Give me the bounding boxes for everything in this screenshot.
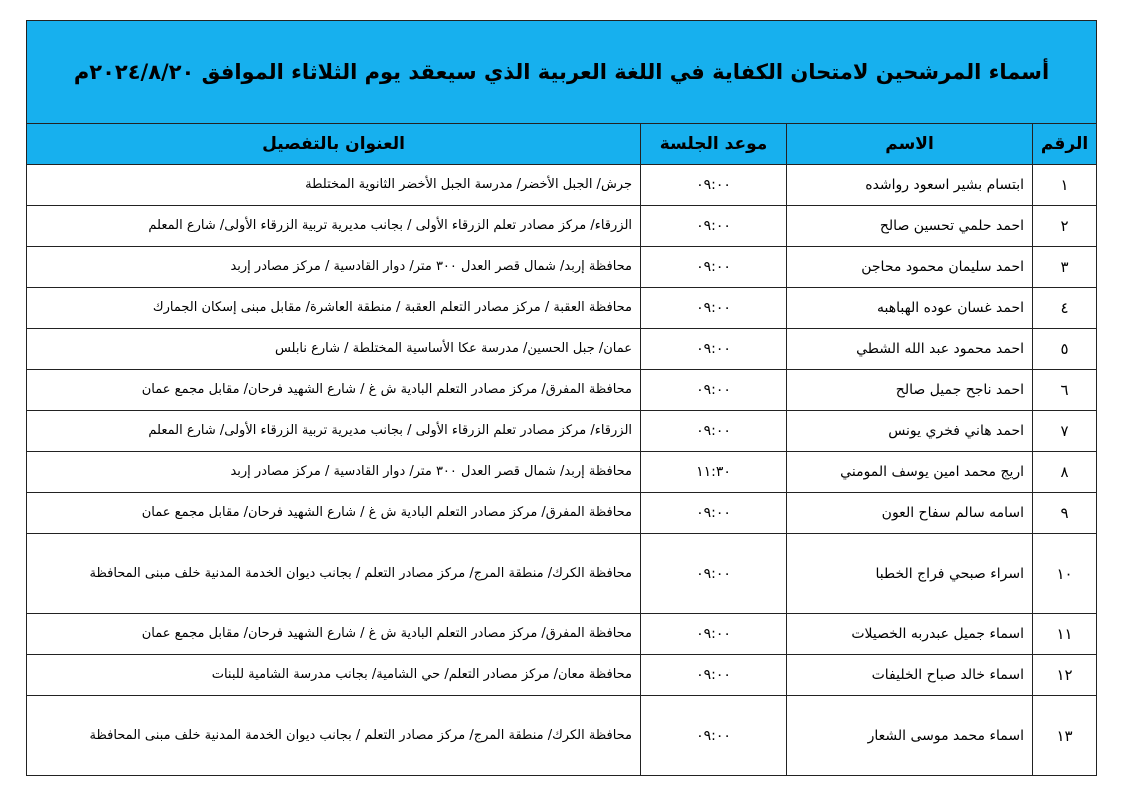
row-name: ابتسام بشير اسعود رواشده	[787, 165, 1033, 206]
row-name: اسامه سالم سفاح العون	[787, 493, 1033, 534]
row-session-time: ٠٩:٠٠	[641, 655, 787, 696]
row-name: احمد هاني فخري يونس	[787, 411, 1033, 452]
table-row	[27, 614, 1097, 655]
candidates-table	[26, 20, 1097, 776]
row-name: اريج محمد امين يوسف المومني	[787, 452, 1033, 493]
row-address: عمان/ جبل الحسين/ مدرسة عكا الأساسية المختلطة / شارع نابلس	[27, 329, 641, 370]
row-address: محافظة المفرق/ مركز مصادر التعلم البادية ش غ / شارع الشهيد فرحان/ مقابل مجمع عمان	[27, 614, 641, 655]
page-title: أسماء المرشحين لامتحان الكفاية في اللغة العربية الذي سيعقد يوم الثلاثاء الموافق ٢٠٢٤/٨/٢٠م	[27, 21, 1097, 124]
table-row	[27, 411, 1097, 452]
row-address: محافظة العقبة / مركز مصادر التعلم العقبة / منطقة العاشرة/ مقابل مبنى إسكان الجمارك	[27, 288, 641, 329]
row-number: ٢	[1033, 206, 1097, 247]
row-address: محافظة الكرك/ منطقة المرج/ مركز مصادر التعلم / بجانب ديوان الخدمة المدنية خلف مبنى المحافظة	[27, 696, 641, 776]
row-number: ١٣	[1033, 696, 1097, 776]
table-row	[27, 329, 1097, 370]
row-address: محافظة إربد/ شمال قصر العدل ٣٠٠ متر/ دوار القادسية / مركز مصادر إربد	[27, 452, 641, 493]
table-row	[27, 370, 1097, 411]
row-session-time: ٠٩:٠٠	[641, 165, 787, 206]
table-row	[27, 534, 1097, 614]
row-name: احمد محمود عبد الله الشطي	[787, 329, 1033, 370]
column-header-time: موعد الجلسة	[641, 124, 787, 165]
row-number: ٤	[1033, 288, 1097, 329]
row-address: الزرقاء/ مركز مصادر تعلم الزرقاء الأولى / بجانب مديرية تربية الزرقاء الأولى/ شارع المعلم	[27, 206, 641, 247]
row-name: اسماء جميل عبدربه الخصيلات	[787, 614, 1033, 655]
row-number: ٦	[1033, 370, 1097, 411]
row-name: اسماء محمد موسى الشعار	[787, 696, 1033, 776]
column-header-num: الرقم	[1033, 124, 1097, 165]
row-address: الزرقاء/ مركز مصادر تعلم الزرقاء الأولى / بجانب مديرية تربية الزرقاء الأولى/ شارع المعلم	[27, 411, 641, 452]
row-address: محافظة إربد/ شمال قصر العدل ٣٠٠ متر/ دوار القادسية / مركز مصادر إربد	[27, 247, 641, 288]
row-session-time: ٠٩:٠٠	[641, 247, 787, 288]
candidates-sheet	[26, 20, 1096, 776]
row-address: محافظة المفرق/ مركز مصادر التعلم البادية ش غ / شارع الشهيد فرحان/ مقابل مجمع عمان	[27, 370, 641, 411]
row-number: ٣	[1033, 247, 1097, 288]
row-session-time: ٠٩:٠٠	[641, 493, 787, 534]
column-header-address: العنوان بالتفصيل	[27, 124, 641, 165]
table-row	[27, 288, 1097, 329]
row-name: اسماء خالد صباح الخليفات	[787, 655, 1033, 696]
row-number: ٧	[1033, 411, 1097, 452]
table-row	[27, 206, 1097, 247]
row-number: ١١	[1033, 614, 1097, 655]
row-address: محافظة معان/ مركز مصادر التعلم/ حي الشامية/ بجانب مدرسة الشامية للبنات	[27, 655, 641, 696]
table-header	[27, 124, 1097, 165]
row-session-time: ٠٩:٠٠	[641, 288, 787, 329]
row-session-time: ٠٩:٠٠	[641, 696, 787, 776]
row-name: احمد سليمان محمود محاجن	[787, 247, 1033, 288]
row-session-time: ٠٩:٠٠	[641, 534, 787, 614]
row-session-time: ٠٩:٠٠	[641, 206, 787, 247]
row-session-time: ١١:٣٠	[641, 452, 787, 493]
row-session-time: ٠٩:٠٠	[641, 329, 787, 370]
table-row	[27, 452, 1097, 493]
row-session-time: ٠٩:٠٠	[641, 370, 787, 411]
table-row	[27, 165, 1097, 206]
table-row	[27, 655, 1097, 696]
row-name: احمد حلمي تحسين صالح	[787, 206, 1033, 247]
table-row	[27, 247, 1097, 288]
row-number: ١	[1033, 165, 1097, 206]
row-number: ١٢	[1033, 655, 1097, 696]
row-number: ٩	[1033, 493, 1097, 534]
row-name: اسراء صبحي فراج الخطبا	[787, 534, 1033, 614]
row-address: جرش/ الجبل الأخضر/ مدرسة الجبل الأخضر الثانوية المختلطة	[27, 165, 641, 206]
row-number: ٥	[1033, 329, 1097, 370]
row-session-time: ٠٩:٠٠	[641, 614, 787, 655]
row-address: محافظة المفرق/ مركز مصادر التعلم البادية ش غ / شارع الشهيد فرحان/ مقابل مجمع عمان	[27, 493, 641, 534]
row-number: ١٠	[1033, 534, 1097, 614]
table-body	[27, 165, 1097, 776]
table-row	[27, 696, 1097, 776]
row-number: ٨	[1033, 452, 1097, 493]
row-name: احمد غسان عوده الهباهبه	[787, 288, 1033, 329]
row-session-time: ٠٩:٠٠	[641, 411, 787, 452]
column-header-name: الاسم	[787, 124, 1033, 165]
row-name: احمد ناجح جميل صالح	[787, 370, 1033, 411]
table-row	[27, 493, 1097, 534]
row-address: محافظة الكرك/ منطقة المرج/ مركز مصادر التعلم / بجانب ديوان الخدمة المدنية خلف مبنى المحافظة	[27, 534, 641, 614]
